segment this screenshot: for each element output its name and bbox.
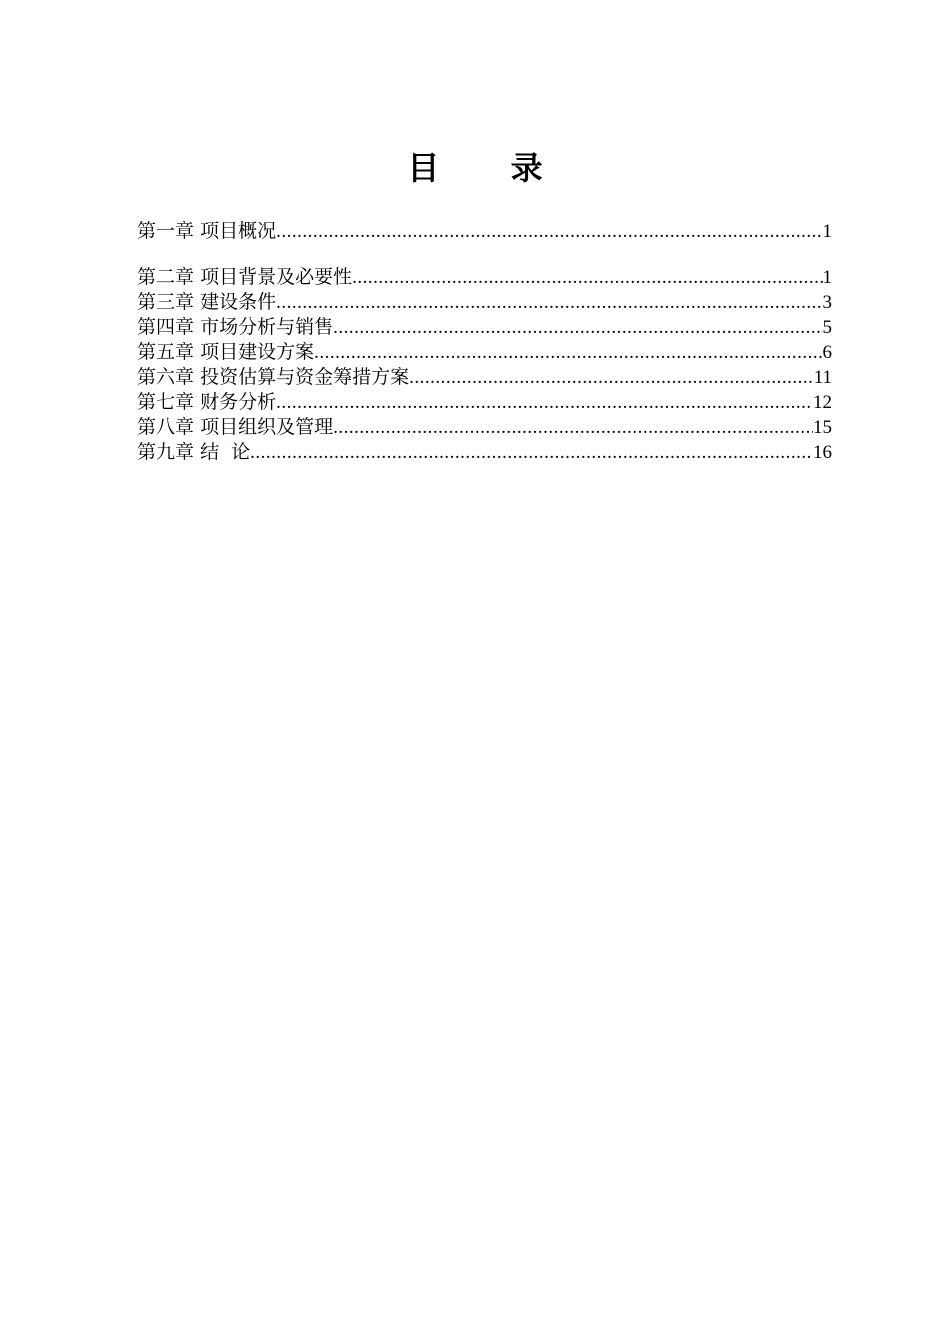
toc-entry[interactable] <box>137 315 832 340</box>
toc-entry[interactable] <box>137 415 832 440</box>
toc-chapter-title: 项目建设方案 <box>200 341 315 363</box>
toc-chapter-number: 第八章 <box>137 416 195 438</box>
toc-entry[interactable] <box>137 219 832 244</box>
toc-chapter-title: 项目背景及必要性 <box>200 266 353 288</box>
toc-page-number: 6 <box>822 342 832 363</box>
toc-dot-leader <box>333 315 822 340</box>
toc-chapter-title: 项目概况 <box>200 220 277 242</box>
toc-page-number: 1 <box>822 221 832 242</box>
toc-chapter-title: 项目组织及管理 <box>200 416 334 438</box>
toc-entry[interactable] <box>137 290 832 315</box>
toc-chapter-number: 第九章 <box>137 441 195 463</box>
toc-page-number: 15 <box>813 417 832 438</box>
toc-dot-leader <box>333 415 813 440</box>
toc-page-number: 11 <box>813 367 832 388</box>
toc-page-number: 1 <box>822 267 832 288</box>
toc-chapter-title: 结 论 <box>200 441 251 463</box>
toc-chapter-number: 第七章 <box>137 391 195 413</box>
toc-chapter-title: 市场分析与销售 <box>200 316 334 338</box>
toc-chapter-number: 第四章 <box>137 316 195 338</box>
toc-entry[interactable] <box>137 390 832 415</box>
toc-chapter-number: 第二章 <box>137 266 195 288</box>
toc-page-number: 3 <box>822 292 832 313</box>
toc-entry[interactable] <box>137 340 832 365</box>
toc-entry[interactable] <box>137 265 832 290</box>
toc-dot-leader <box>352 265 822 290</box>
toc-dot-leader <box>276 390 813 415</box>
toc-entry[interactable] <box>137 440 832 465</box>
toc-entry[interactable] <box>137 365 832 390</box>
toc-chapter-title: 投资估算与资金筹措方案 <box>200 366 410 388</box>
toc-dot-leader <box>276 219 822 244</box>
toc-dot-leader <box>314 340 822 365</box>
toc-dot-leader <box>276 290 822 315</box>
toc-dot-leader <box>250 440 813 465</box>
toc-chapter-number: 第六章 <box>137 366 195 388</box>
toc-chapter-number: 第五章 <box>137 341 195 363</box>
toc-page-number: 16 <box>813 442 832 463</box>
toc-dot-leader <box>409 365 814 390</box>
toc-chapter-title: 财务分析 <box>200 391 277 413</box>
table-of-contents <box>137 219 832 465</box>
toc-page-number: 5 <box>822 317 832 338</box>
toc-title: 目 录 <box>407 149 573 187</box>
toc-chapter-number: 第一章 <box>137 220 195 242</box>
toc-chapter-number: 第三章 <box>137 291 195 313</box>
toc-chapter-title: 建设条件 <box>200 291 277 313</box>
toc-page-number: 12 <box>813 392 832 413</box>
